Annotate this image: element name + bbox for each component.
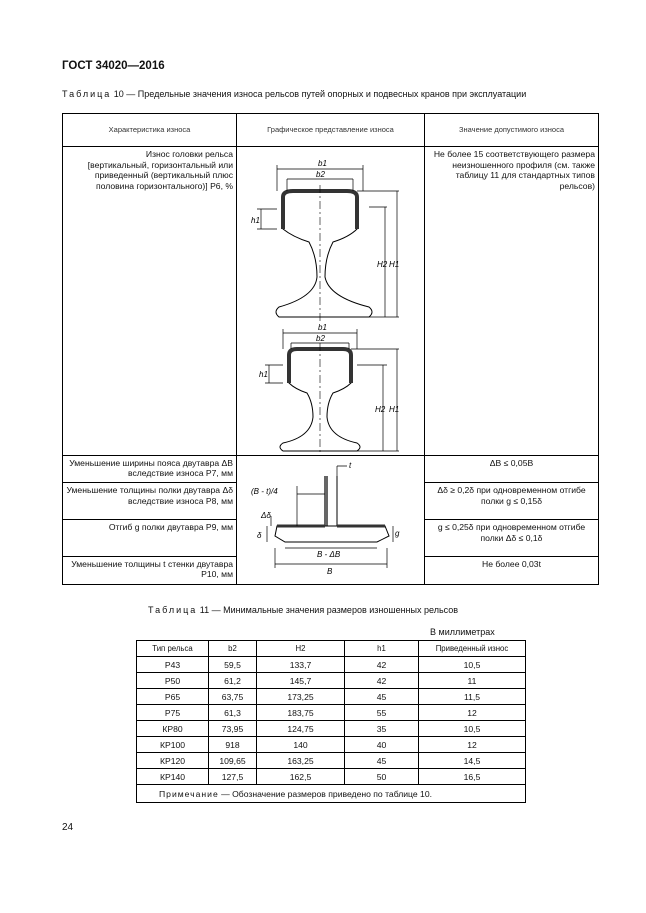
- table11-cell: 35: [345, 721, 419, 737]
- table-11: [136, 640, 526, 803]
- table11-cell: 61,3: [209, 705, 257, 721]
- label-bt4: (B - t)/4: [251, 486, 278, 496]
- table10-char-cell: Уменьшение толщины полки двутавра Δδ вследствие износа P8, мм: [63, 482, 237, 519]
- table11-cell: 42: [345, 673, 419, 689]
- table11-cell: 145,7: [257, 673, 345, 689]
- table11-row: [137, 753, 526, 769]
- table10-col-header: Значение допустимого износа: [425, 114, 599, 147]
- table10-row: [63, 147, 599, 456]
- rail-drawing-cell: [237, 147, 425, 456]
- table10-char-cell: Отгиб g полки двутавра P9, мм: [63, 519, 237, 556]
- label-b2: b2: [316, 170, 325, 179]
- table10-value-cell: Не более 0,03t: [425, 556, 599, 585]
- table11-row: [137, 689, 526, 705]
- table10-value-cell: Не более 15 соответствующего размера неизношенного профиля (см. также таблицу 11 для стандартных типов рельсов): [425, 147, 599, 456]
- table10-value-cell: g ≤ 0,25δ при одновременном отгибе полки Δδ ≤ 0,1δ: [425, 519, 599, 556]
- page-number: 24: [62, 822, 74, 833]
- table10-row: [63, 455, 599, 482]
- rail-profiles-drawing: [237, 147, 425, 452]
- table11-cell: 55: [345, 705, 419, 721]
- table11-cell: 73,95: [209, 721, 257, 737]
- table11-caption-text: 11 — Минимальные значения размеров изношенных рельсов: [197, 605, 459, 615]
- table10-col-header: Характеристика износа: [63, 114, 237, 147]
- table11-note: [137, 785, 526, 803]
- units-label: В миллиметрах: [430, 627, 495, 637]
- table11-col-header: b2: [209, 641, 257, 657]
- table11-cell: КР100: [137, 737, 209, 753]
- table10-char-cell: Уменьшение ширины пояса двутавра ΔB вследствие износа P7, мм: [63, 455, 237, 482]
- document-id: ГОСТ 34020—2016: [62, 60, 165, 72]
- table11-cell: 183,75: [257, 705, 345, 721]
- table11-row: [137, 721, 526, 737]
- table11-caption-label: Таблица: [148, 605, 198, 615]
- label-g: g: [395, 528, 400, 538]
- ibeam-drawing: [237, 456, 425, 582]
- table11-cell: Р65: [137, 689, 209, 705]
- table11-col-header: h1: [345, 641, 419, 657]
- table11-cell: Р43: [137, 657, 209, 673]
- table11-row: [137, 657, 526, 673]
- table11-row: [137, 705, 526, 721]
- table11-cell: 63,75: [209, 689, 257, 705]
- label-H1: H1: [389, 405, 400, 414]
- table11-caption: [148, 605, 458, 615]
- table10-char-cell: Уменьшение толщины t стенки двутавра P10, мм: [63, 556, 237, 585]
- label-dd: Δδ: [261, 510, 271, 520]
- table10-char-cell: Износ головки рельса [вертикальный, горизонтальный или приведенный (вертикальный плюс половина горизонтального)] P6, %: [63, 147, 237, 456]
- table11-cell: 59,5: [209, 657, 257, 673]
- table11-cell: КР80: [137, 721, 209, 737]
- table11-row: [137, 737, 526, 753]
- table10-value-cell: ΔB ≤ 0,05B: [425, 455, 599, 482]
- table11-cell: Р75: [137, 705, 209, 721]
- ibeam-drawing-cell: [237, 455, 425, 585]
- table10-header-row: [63, 114, 599, 147]
- label-BdB: B - ΔB: [317, 549, 341, 559]
- ibeam-flange: [275, 526, 389, 542]
- table11-cell: 12: [419, 737, 526, 753]
- table11-cell: 12: [419, 705, 526, 721]
- table11-cell: 918: [209, 737, 257, 753]
- table11-cell: 162,5: [257, 769, 345, 785]
- table11-cell: 109,65: [209, 753, 257, 769]
- table11-cell: 40: [345, 737, 419, 753]
- label-b2: b2: [316, 334, 325, 343]
- label-b1: b1: [318, 323, 327, 332]
- table-10: [62, 113, 599, 585]
- ibeam-web-worn: [325, 476, 327, 526]
- table11-cell: 133,7: [257, 657, 345, 673]
- table11-cell: 16,5: [419, 769, 526, 785]
- table11-cell: 11,5: [419, 689, 526, 705]
- label-h1: h1: [251, 216, 260, 225]
- note-label: Примечание: [159, 788, 219, 799]
- table11-cell: Р50: [137, 673, 209, 689]
- table11-cell: 163,25: [257, 753, 345, 769]
- table11-cell: 61,2: [209, 673, 257, 689]
- table11-cell: 173,25: [257, 689, 345, 705]
- table10-value-cell: Δδ ≥ 0,2δ при одновременном отгибе полки g ≤ 0,15δ: [425, 482, 599, 519]
- table10-caption-label: Таблица: [62, 89, 112, 99]
- note-text: — Обозначение размеров приведено по таблице 10.: [218, 788, 432, 799]
- label-H2: H2: [375, 405, 386, 414]
- table11-col-header: H2: [257, 641, 345, 657]
- table11-body: [137, 657, 526, 785]
- table11-header-row: [137, 641, 526, 657]
- table11-cell: 50: [345, 769, 419, 785]
- table11-cell: 124,75: [257, 721, 345, 737]
- table10-caption-text: 10 — Предельные значения износа рельсов путей опорных и подвесных кранов при эксплуатации: [111, 89, 527, 99]
- table11-cell: 127,5: [209, 769, 257, 785]
- table11-note-row: [137, 785, 526, 803]
- table11-cell: 10,5: [419, 721, 526, 737]
- table11-row: [137, 769, 526, 785]
- table10-col-header: Графическое представление износа: [237, 114, 425, 147]
- label-h1: h1: [259, 370, 268, 379]
- table11-cell: 11: [419, 673, 526, 689]
- label-b1: b1: [318, 159, 327, 168]
- table11-col-header: Приведенный износ: [419, 641, 526, 657]
- table11-cell: 45: [345, 689, 419, 705]
- table11-cell: 140: [257, 737, 345, 753]
- table11-cell: КР140: [137, 769, 209, 785]
- table11-cell: КР120: [137, 753, 209, 769]
- table11-row: [137, 673, 526, 689]
- label-B: B: [327, 566, 333, 576]
- table11-cell: 45: [345, 753, 419, 769]
- table11-cell: 10,5: [419, 657, 526, 673]
- label-H1: H1: [389, 260, 400, 269]
- label-delta: δ: [257, 530, 262, 540]
- table10-caption: [62, 89, 526, 99]
- table11-col-header: Тип рельса: [137, 641, 209, 657]
- label-H2: H2: [377, 260, 388, 269]
- table11-cell: 42: [345, 657, 419, 673]
- label-t: t: [349, 460, 352, 470]
- table11-cell: 14,5: [419, 753, 526, 769]
